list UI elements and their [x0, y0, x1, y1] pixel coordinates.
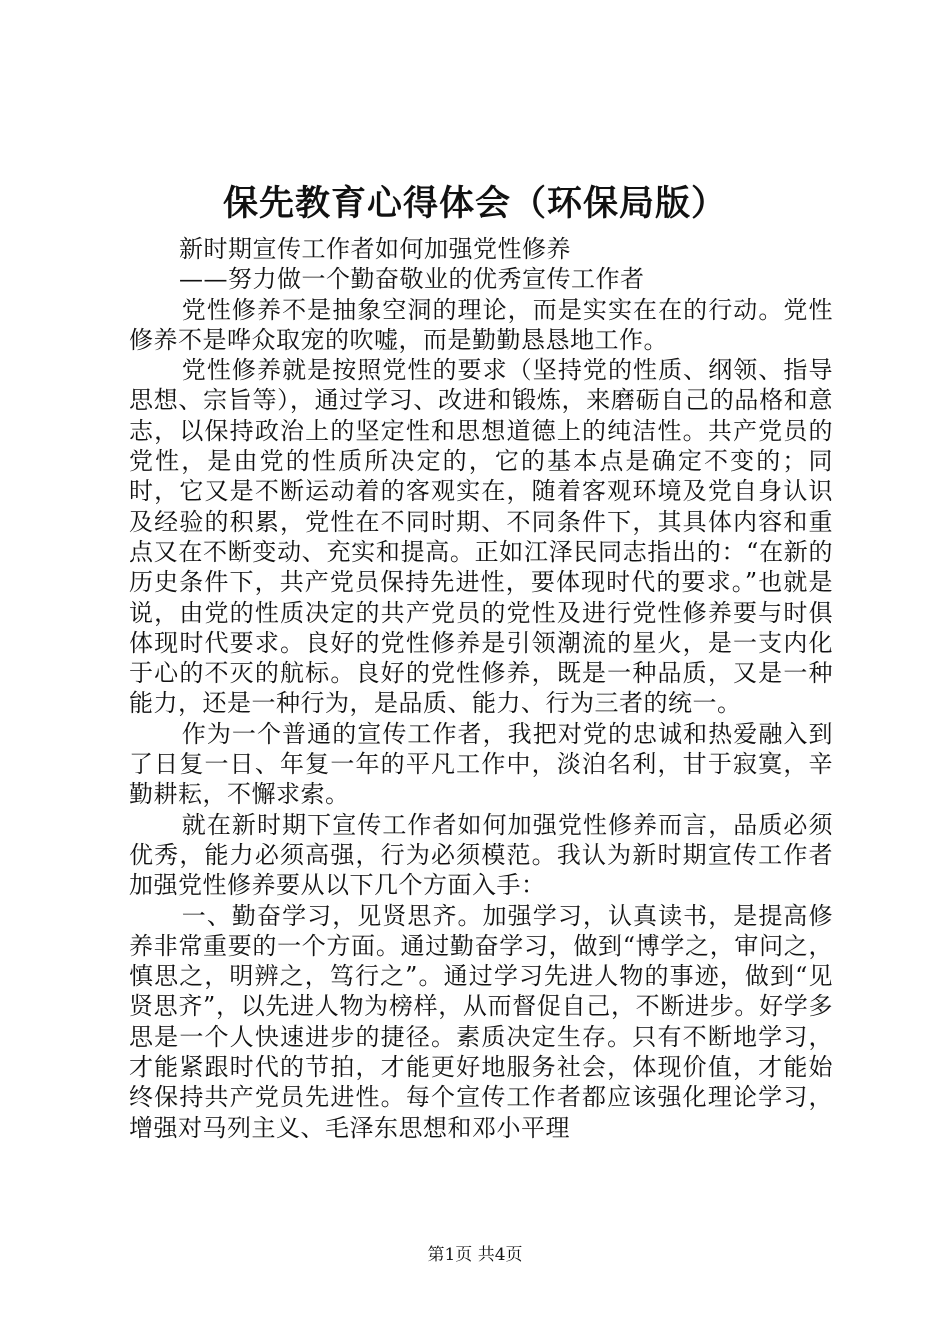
subtitle-line-2: ——努力做一个勤奋敬业的优秀宣传工作者 — [179, 265, 645, 294]
page-number-footer: 第1页 共4页 — [427, 1245, 523, 1265]
paragraph: 党性修养就是按照党性的要求（坚持党的性质、纲领、指导思想、宗旨等），通过学习、改进和锻炼，来磨砺自己的品格和意志，以保持政治上的坚定性和思想道德上的纯洁性。共产党员的党性，是由党的性质所决定的，它的基本点是确定不变的；同时，它又是不断运动着的客观实在，随着客观环境及党自身认识及经验的积累，党性在不同时期、不同条件下，其具体内容和重点又在不断变动、充实和提高。正如江泽民同志指出的：“在新的历史条件下，共产党员保持先进性，要体现时代的要求。”也就是说，由党的性质决定的共产党员的党性及进行党性修养要与时俱体现时代要求。良好的党性修养是引领潮流的星火，是一支内化于心的不灭的航标。良好的党性修养，既是一种品质，又是一种能力，还是一种行为，是品质、能力、行为三者的统一。 — [129, 356, 833, 718]
document-title: 保先教育心得体会（环保局版） — [222, 183, 727, 224]
document-body — [129, 234, 833, 1143]
subtitle-line-1: 新时期宣传工作者如何加强党性修养 — [179, 235, 571, 263]
paragraph: 一、勤奋学习，见贤思齐。加强学习，认真读书，是提高修养非常重要的一个方面。通过勤奋学习，做到“博学之，审问之，慎思之，明辨之，笃行之”。通过学习先进人物的事迹，做到“见贤思齐”，以先进人物为榜样，从而督促自己，不断进步。好学多思是一个人快速进步的捷径。素质决定生存。只有不断地学习，才能紧跟时代的节拍，才能更好地服务社会，体现价值，才能始终保持共产党员先进性。每个宣传工作者都应该强化理论学习，增强对马列主义、毛泽东思想和邓小平理 — [129, 901, 833, 1142]
paragraph: 党性修养不是抽象空洞的理论，而是实实在在的行动。党性修养不是哗众取宠的吹嘘，而是勤勤恳恳地工作。 — [129, 295, 833, 354]
paragraph: 就在新时期下宣传工作者如何加强党性修养而言，品质必须优秀，能力必须高强，行为必须模范。我认为新时期宣传工作者加强党性修养要从以下几个方面入手： — [129, 810, 833, 900]
paragraph: 作为一个普通的宣传工作者，我把对党的忠诚和热爱融入到了日复一日、年复一年的平凡工作中，淡泊名利，甘于寂寞，辛勤耕耘，不懈求索。 — [129, 719, 833, 809]
